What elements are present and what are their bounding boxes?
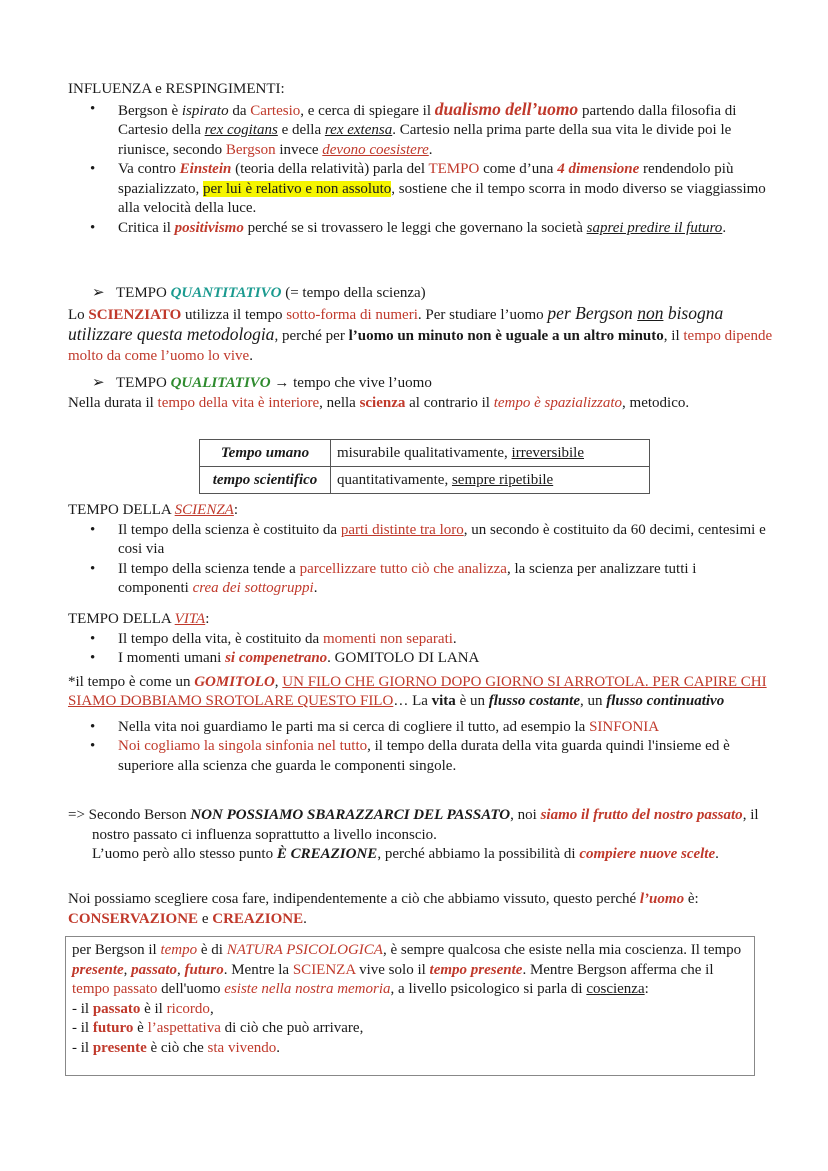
arrow-bullet-icon: ➢	[92, 285, 105, 301]
arrow-bullet-icon: ➢	[92, 375, 105, 391]
influenza-section	[68, 80, 768, 238]
vita-section	[68, 610, 768, 776]
list-item: • I momenti umani si compenetrano. GOMITOLO DI LANA	[68, 649, 768, 669]
vita-list-2	[68, 718, 768, 777]
summary-text: per Bergson il tempo è di NATURA PSICOLOGICA, è sempre qualcosa che esiste nella mia coscienza. Il tempo presente, passato, futuro. Mentre la SCIENZA vive solo il tempo presente. Mentre Bergson afferma che il tempo passato dell'uomo esiste nella nostra memoria, a livello psicologico si parla di coscienza:	[72, 942, 742, 997]
creazione-text: L’uomo però allo stesso punto È CREAZIONE, perché abbiamo la possibilità di compiere nuove scelte.	[92, 846, 719, 862]
qualitativo-heading: ➢ TEMPO QUALITATIVO → tempo che vive l’uomo	[68, 374, 768, 394]
table-cell-value: misurabile qualitativamente, irreversibile	[331, 440, 650, 467]
quantitativo-section	[68, 284, 778, 366]
influenza-list	[68, 100, 768, 239]
vita-list	[68, 630, 768, 669]
list-item: • Il tempo della scienza è costituito da parti distinte tra loro, un secondo è costituito da 60 decimi, centesimi e cosi via	[68, 521, 768, 560]
list-item: - il passato è il ricordo,	[72, 1000, 214, 1017]
quantitativo-heading: ➢ TEMPO QUANTITATIVO (= tempo della scienza)	[68, 284, 778, 304]
gomitolo-text: *il tempo è come un GOMITOLO, UN FILO CHE GIORNO DOPO GIORNO SI ARROTOLA. PER CAPIRE CHI SIAMO DOBBIAMO SROTOLARE QUESTO FILO… La vita è un flusso costante, un flusso continuativo	[68, 673, 767, 709]
list-item: • Bergson è ispirato da Cartesio, e cerca di spiegare il dualismo dell’uomo partendo dalla filosofia di Cartesio della rex cogitans e della rex extensa. Cartesio nella prima parte della sua vita le divide poi le riunisce, secondo Bergson invece devono coesistere.	[68, 100, 768, 161]
list-item: • Il tempo della vita, è costituito da momenti non separati.	[68, 630, 768, 650]
list-item: • Va contro Einstein (teoria della relatività) parla del TEMPO come d’una 4 dimensione rendendolo più spazializzato, per lui è relativo e non assoluto, sostiene che il tempo scorra in modo diverso se viaggiassimo alla velocità della luce.	[68, 160, 768, 219]
table-row	[200, 440, 650, 467]
tempo-comparison-table	[199, 439, 650, 494]
scienza-section	[68, 501, 768, 599]
influenza-heading: INFLUENZA e RESPINGIMENTI:	[68, 81, 285, 97]
summary-box	[65, 936, 755, 1076]
list-item: • Critica il positivismo perché se si trovassero le leggi che governano la società saprei predire il futuro.	[68, 219, 768, 239]
list-item: - il futuro è l’aspettativa di ciò che può arrivare,	[72, 1020, 364, 1036]
list-item: • Noi cogliamo la singola sinfonia nel tutto, il tempo della durata della vita guarda quindi l'insieme ed è superiore alla scienza che guarda le componenti singole.	[68, 737, 768, 776]
list-item: • Il tempo della scienza tende a parcellizzare tutto ciò che analizza, la scienza per analizzare tutti i componenti crea dei sottogruppi.	[68, 560, 768, 599]
scienza-heading: TEMPO DELLA SCIENZA:	[68, 502, 239, 518]
qualitativo-section	[68, 374, 768, 413]
list-item: - il presente è ciò che sta vivendo.	[72, 1039, 281, 1056]
quantitativo-text: Lo SCIENZIATO utilizza il tempo sotto-forma di numeri. Per studiare l’uomo per Bergson non bisogna utilizzare questa metodologia, perché per l’uomo un minuto non è uguale a un altro minuto, il tempo dipende molto da come l’uomo lo vive.	[68, 302, 773, 364]
scelta-section	[68, 890, 758, 929]
scelta-text: Noi possiamo scegliere cosa fare, indipendentemente a ciò che abbiamo vissuto, questo perché l’uomo è: CONSERVAZIONE e CREAZIONE.	[68, 891, 699, 927]
table-cell-key: Tempo umano	[200, 440, 331, 467]
list-item: • Nella vita noi guardiamo le parti ma si cerca di cogliere il tutto, ad esempio la SINFONIA	[68, 718, 768, 738]
highlighted-text: per lui è relativo e non assoluto	[202, 180, 392, 197]
table-cell-value: quantitativamente, sempre ripetibile	[331, 467, 650, 494]
scienza-list	[68, 521, 768, 599]
table-cell-key: tempo scientifico	[200, 467, 331, 494]
passato-text: => Secondo Berson NON POSSIAMO SBARAZZARCI DEL PASSATO, noi siamo il frutto del nostro passato, il nostro passato ci influenza soprattutto a livello inconscio.	[68, 807, 759, 843]
vita-heading: TEMPO DELLA VITA:	[68, 611, 210, 627]
table-row	[200, 467, 650, 494]
passato-section	[68, 806, 768, 865]
qualitativo-text: Nella durata il tempo della vita è interiore, nella scienza al contrario il tempo è spazializzato, metodico.	[68, 394, 690, 411]
